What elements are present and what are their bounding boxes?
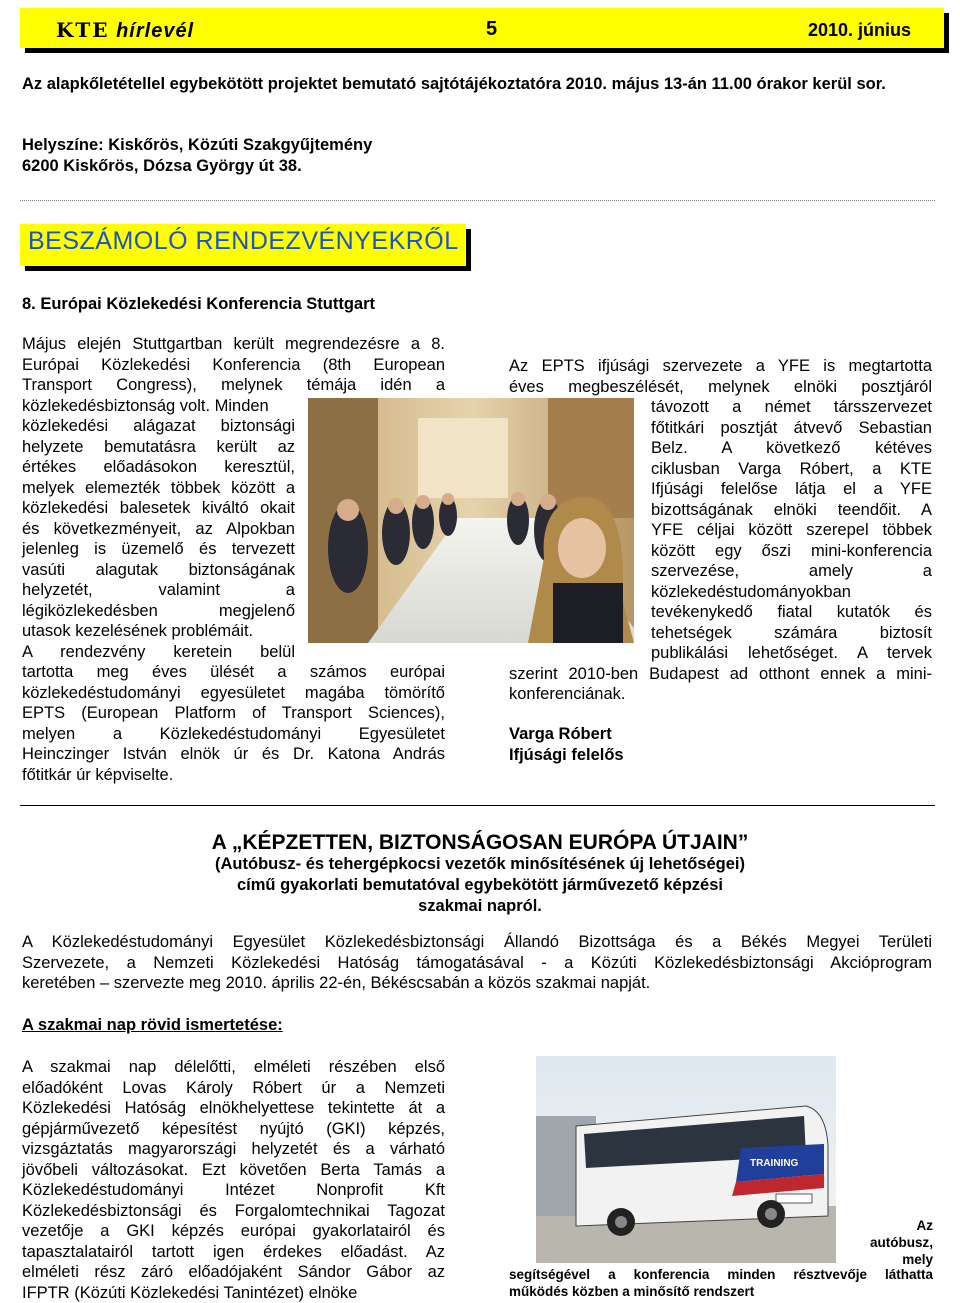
signature <box>509 724 624 765</box>
training-line: Közlekedési Hatóság elnökhelyettese tekintette át a <box>22 1099 445 1117</box>
training-line: Közlekedéstudományi Intézet Nonprofit Kft <box>22 1181 445 1199</box>
epts-line: publikálási lehetőséget. A tervek <box>651 644 932 662</box>
conference-line: közlekedési balesetek kiváltó okait <box>22 499 295 517</box>
issue-date: 2010. június <box>808 20 912 40</box>
epts-line: tehetségek számára biztosít <box>651 623 932 642</box>
article-subtitle: szakmai napról. <box>418 897 542 915</box>
epts-line: Belz. A következő kétéves <box>651 439 932 457</box>
training-line: A szakmai nap délelőtti, elméleti részében első <box>22 1058 445 1076</box>
conference-line: utasok kezelésének problémáit. <box>22 622 254 640</box>
conference-line: EPTS (European Platform of Transport Sciences), <box>22 704 445 722</box>
conference-line: közlekedéstudományi egyesületet magába tömörítő <box>22 683 445 702</box>
article-subtitle: (Autóbusz- és tehergépkocsi vezetők minősítésének új lehetőségei) <box>215 855 745 873</box>
epts-line: Ifjúsági felelőse látja el a YFE <box>651 480 932 498</box>
conference-line: értékes előadásokon keresztül, <box>22 458 295 476</box>
caption-line: Az <box>916 1218 933 1233</box>
epts-line: bizottságának elnöki teendőit. A <box>651 500 932 519</box>
newsletter-kte: KTE <box>56 18 110 42</box>
conference-line: közlekedési alágazat biztonsági <box>22 417 295 435</box>
venue-line: Helyszíne: Kiskőrös, Közúti Szakgyűjtemény <box>22 136 373 154</box>
subheading: A szakmai nap rövid ismertetése: <box>22 1016 283 1034</box>
signature-name: Varga Róbert <box>509 725 612 743</box>
announcement-text: Az alapkőletétellel egybekötött projektet bemutató sajtótájékoztatóra 2010. május 13-án 11.00 órakor kerül sor. <box>22 75 886 93</box>
training-line: gépjárművezető képesítést nyújtó (GKI) képzés, <box>22 1119 445 1138</box>
conference-line: A rendezvény keretein belül <box>22 642 295 661</box>
bus-logo-text: TRAINING <box>750 1158 799 1169</box>
training-line: tapasztalatairól tartott igen érdekes előadást. Az <box>22 1242 445 1261</box>
epts-line: Az EPTS ifjúsági szervezete a YFE is megtartotta <box>509 357 932 375</box>
conference-line: helyzete bemutatásra került az <box>22 437 295 456</box>
conference-line: Heinczinger István elnök úr és Dr. Katona András <box>22 745 445 763</box>
conference-line: helyzetét, valamint a <box>22 581 295 599</box>
conference-line: légiközlekedésben megjelenő <box>22 601 295 620</box>
signature-role: Ifjúsági felelős <box>509 745 624 764</box>
conference-line: melyen a Közlekedéstudományi Egyesületet <box>22 724 445 743</box>
conference-line: melyek elemezték többek között a <box>22 478 295 497</box>
conference-title: 8. Európai Közlekedési Konferencia Stuttgart <box>22 295 375 313</box>
conference-line: vasúti alagutak biztonságának <box>22 560 295 579</box>
training-line: előadóként Lovas Károly Róbert úr a Nemzeti <box>22 1078 445 1097</box>
conference-line: Május elején Stuttgartban került megrendezésre a 8. <box>22 335 445 353</box>
training-line: IFPTR (Közúti Közlekedési Tanintézet) elnöke <box>22 1283 358 1302</box>
article-title: A „KÉPZETTEN, BIZTONSÁGOSAN EURÓPA ÚTJAIN” <box>211 831 749 854</box>
venue-line: 6200 Kiskőrös, Dózsa György út 38. <box>22 156 302 175</box>
epts-line: konferenciának. <box>509 685 626 703</box>
photo-caption-right <box>840 1217 933 1268</box>
epts-line: ciklusban Varga Róbert, a KTE <box>651 459 932 478</box>
training-line: elméleti rész záró előadójaként Sándor Gábor az <box>22 1263 445 1281</box>
training-line: vezetője a GKI képzés európai gyakorlatairól és <box>22 1222 445 1240</box>
photo-caption: működés közben a minősítő rendszert <box>509 1284 755 1299</box>
conference-photo <box>308 398 634 643</box>
epts-line: szerint 2010-ben Budapest ad otthont ennek a mini- <box>509 664 932 683</box>
training-line: vizsgáztatás magyarországi helyzetét és a várható <box>22 1140 445 1158</box>
conference-line: jelenleg is üzemelő és tervezett <box>22 540 295 558</box>
epts-line: tevékenykedő fiatal kutatók és <box>651 603 932 621</box>
caption-line: mely <box>902 1252 933 1267</box>
epts-line: éves megbeszélését, melynek elnöki posztjáról <box>509 377 932 396</box>
epts-line: távozott a német társszervezet <box>651 398 932 416</box>
section-divider <box>20 805 935 806</box>
bus-photo <box>536 1056 836 1263</box>
conference-line: tartotta meg éves ülését a számos európai <box>22 663 445 681</box>
epts-line: közlekedéstudományokban <box>651 582 851 601</box>
intro-line: keretében – szervezte meg 2010. április 22-én, Békéscsabán a közös szakmai napját. <box>22 974 651 992</box>
epts-line: főtitkári posztját átvevő Sebastian <box>651 418 932 437</box>
dotted-divider <box>20 200 935 201</box>
conference-line: Transport Congress), melynek témája idén a <box>22 376 445 394</box>
epts-line: YFE céljai között szerepel többek <box>651 521 932 539</box>
intro-line: Szervezete, a Nemzeti Közlekedési Hatóság támogatásával - a Közúti Közlekedésbiztonsági Akcióprogram <box>22 953 932 972</box>
training-line: jövőbeli változásokat. Ezt követően Berta Tamás a <box>22 1160 445 1179</box>
caption-line: autóbusz, <box>870 1235 933 1250</box>
page-number: 5 <box>486 18 498 40</box>
epts-line: szervezése, amely a <box>651 562 932 580</box>
section-title: BESZÁMOLÓ RENDEZVÉNYEKRŐL <box>28 227 459 255</box>
conference-line: Európai Közlekedési Konferencia (8th European <box>22 355 445 374</box>
article-subtitle: című gyakorlati bemutatóval egybekötött járművezető képzési <box>237 876 723 894</box>
training-line: Közlekedésbiztonsági és Forgalomtechnikai Tagozat <box>22 1201 445 1220</box>
conference-line: közlekedésbiztonság volt. Minden <box>22 396 269 415</box>
conference-line: és következményeit, az Alpokban <box>22 519 295 538</box>
epts-line: között egy őszi mini-konferencia <box>651 541 932 560</box>
newsletter-name: hírlevél <box>116 20 195 42</box>
photo-caption: segítségével a konferencia minden résztvevője láthatta <box>509 1267 933 1282</box>
intro-line: A Közlekedéstudományi Egyesület Közlekedésbiztonsági Állandó Bizottsága és a Békés Megyei Területi <box>22 933 932 951</box>
venue-block <box>22 135 372 176</box>
newsletter-title <box>56 18 194 43</box>
conference-line: főtitkár úr képviselte. <box>22 765 174 784</box>
article-intro <box>22 932 932 994</box>
